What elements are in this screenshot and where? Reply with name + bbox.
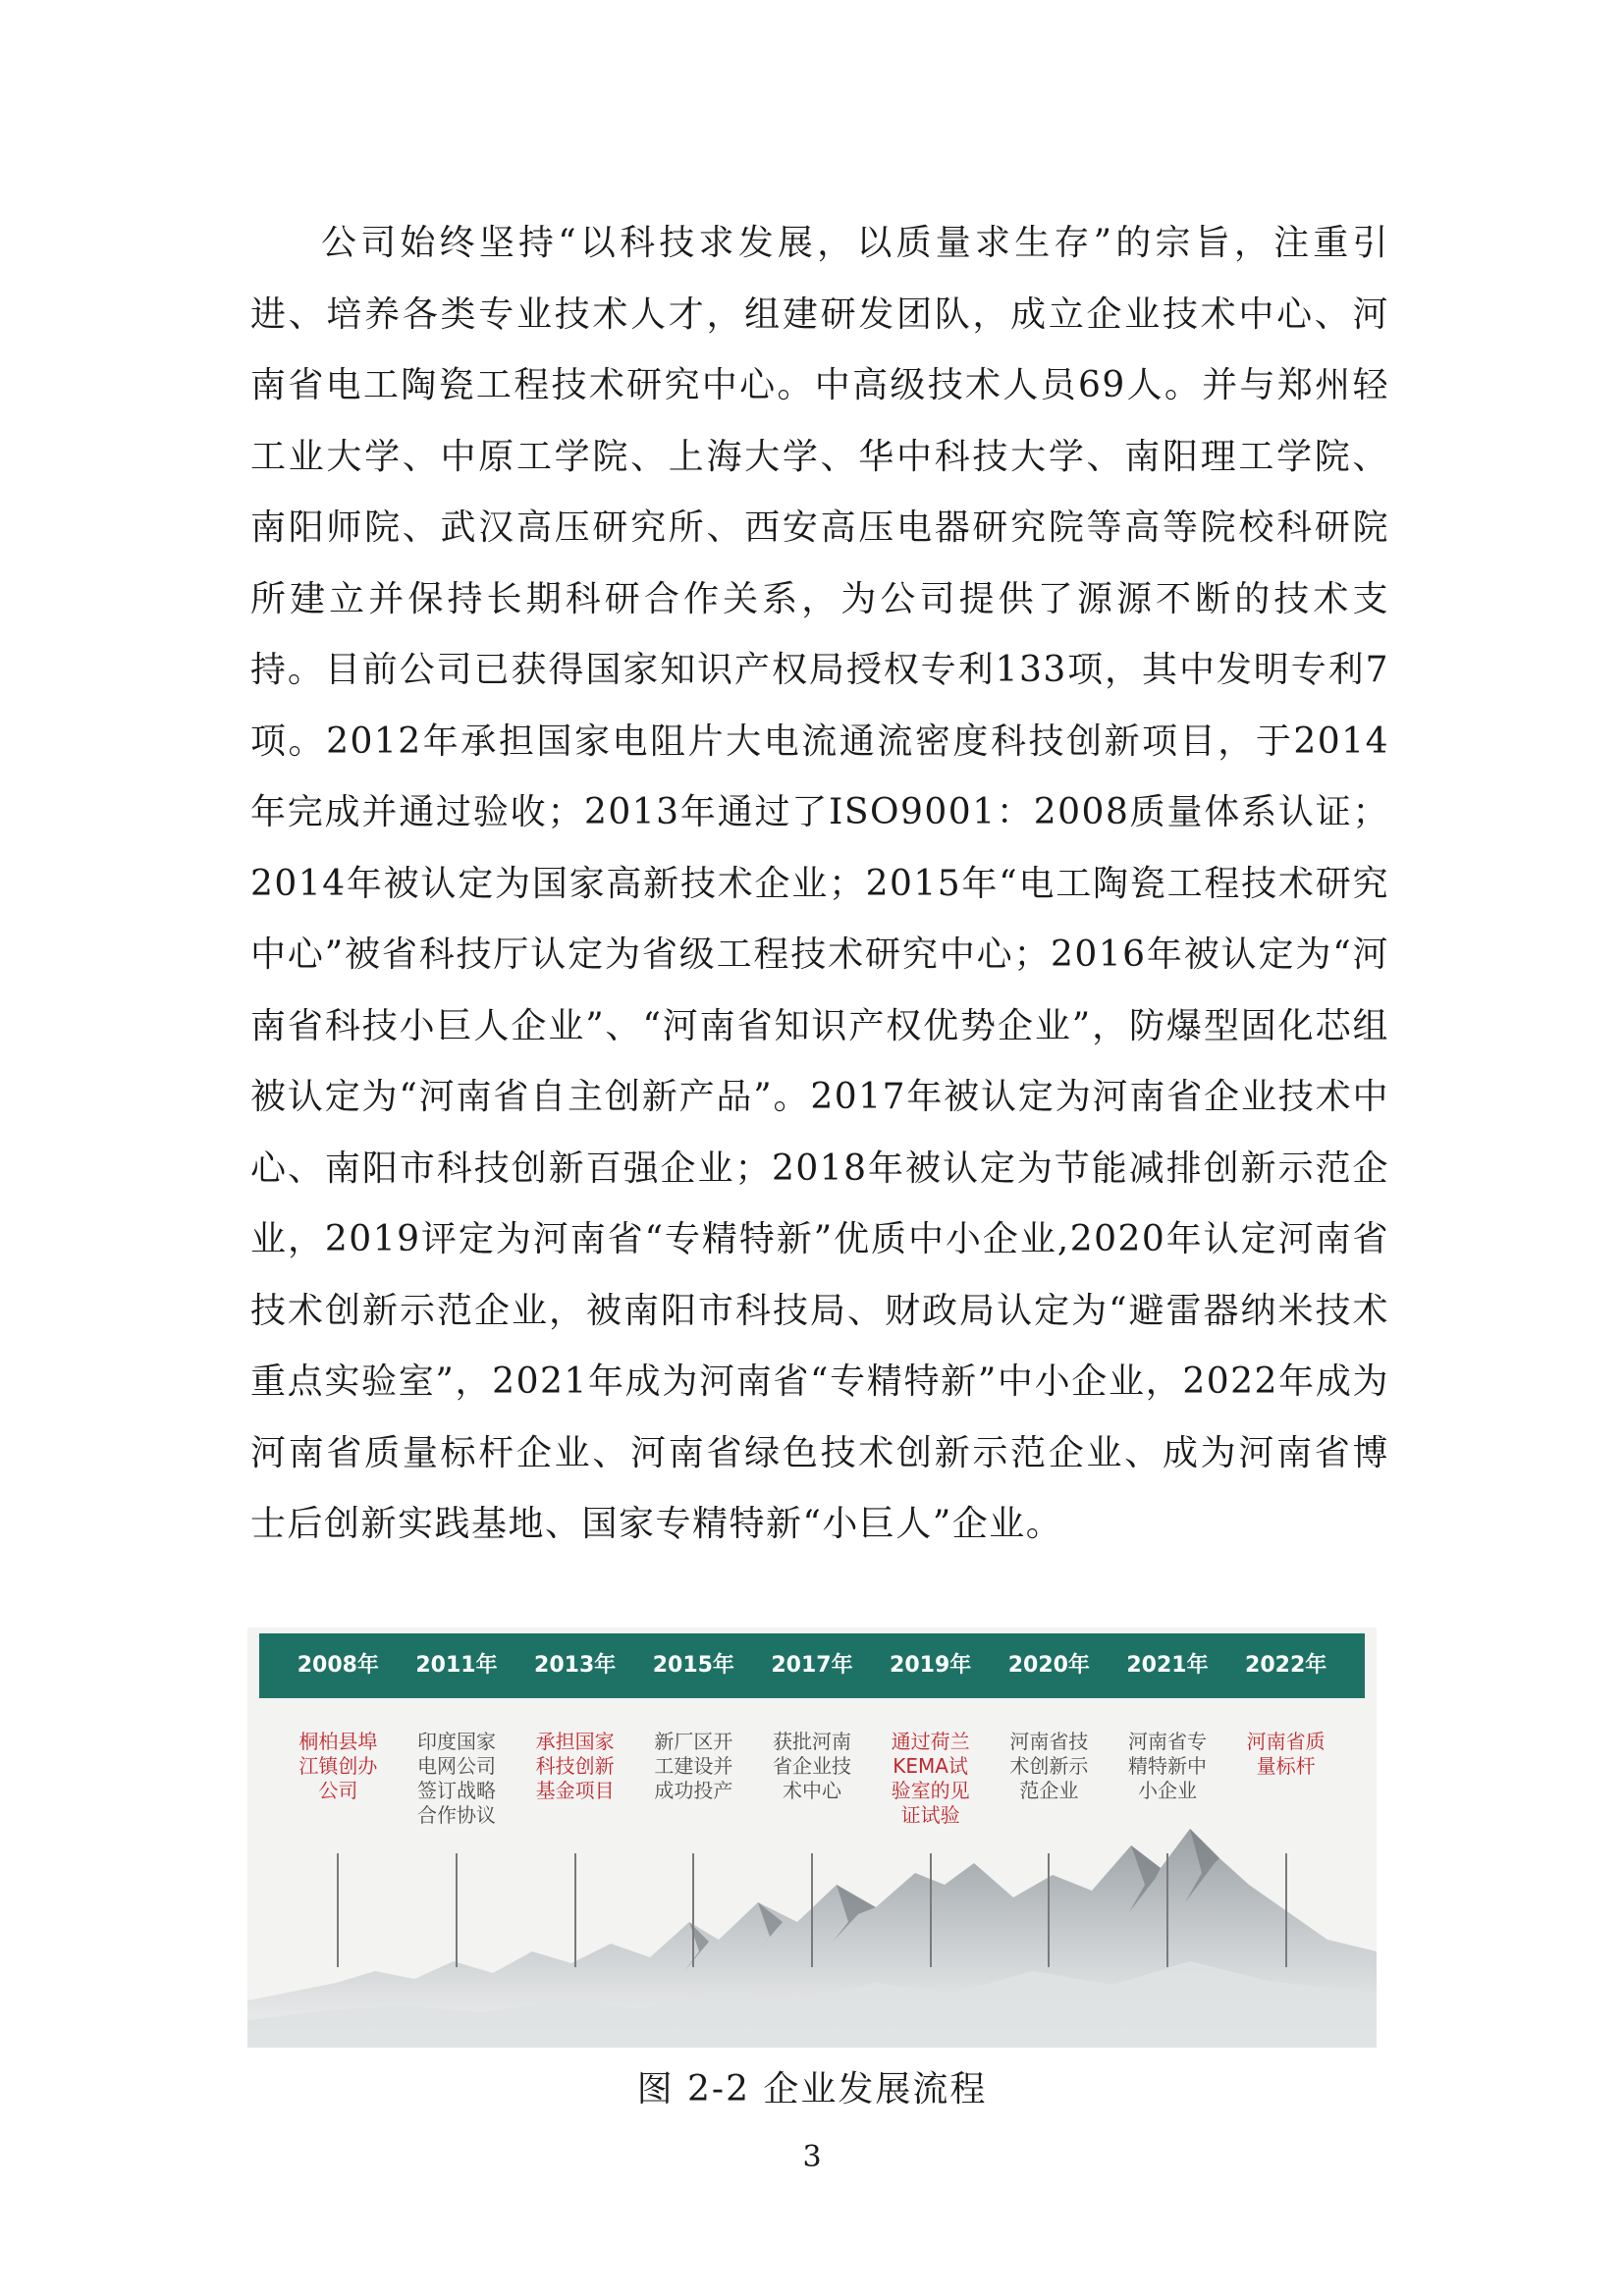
- development-timeline-figure: [247, 1628, 1377, 2048]
- timeline-tick: [456, 1853, 458, 1967]
- figure-caption: 图 2-2 企业发展流程: [636, 2069, 988, 2109]
- page-number: 3: [802, 2140, 822, 2174]
- timeline-year: 2019年: [890, 1653, 972, 1678]
- timeline-year: 2017年: [771, 1653, 853, 1678]
- timeline-year: 2022年: [1245, 1653, 1327, 1678]
- timeline-tick: [930, 1853, 932, 1967]
- timeline-event-8: 河南省专 精特新中 小企业: [1128, 1730, 1207, 1802]
- timeline-event-9: 河南省质 量标杆: [1246, 1730, 1326, 1778]
- timeline-event-6: 通过荷兰 KEMA试 验室的见 证试验: [891, 1730, 970, 1827]
- timeline-year: 2021年: [1126, 1653, 1209, 1678]
- timeline-tick: [1285, 1853, 1287, 1967]
- timeline-tick: [574, 1853, 576, 1967]
- timeline-event-4: 新厂区开 工建设并 成功投产: [654, 1730, 733, 1802]
- timeline-year-band: [259, 1633, 1365, 1698]
- timeline-tick: [337, 1853, 339, 1967]
- timeline-event-1: 桐柏县埠 江镇创办 公司: [298, 1730, 378, 1802]
- body-paragraph: 公司始终坚持“以科技求发展，以质量求生存”的宗旨，注重引进、培养各类专业技术人才，组建研发团队，成立企业技术中心、河南省电工陶瓷工程技术研究中心。中高级技术人员69人。并与郑州轻工业大学、中原工学院、上海大学、华中科技大学、南阳理工学院、南阳师院、武汉高压研究所、西安高压电器研究院等高等院校科研院所建立并保持长期科研合作关系，为公司提供了源源不断的技术支持。目前公司已获得国家知识产权局授权专利133项，其中发明专利7项。2012年承担国家电阻片大电流通流密度科技创新项目，于2014年完成并通过验收；2013年通过了ISO9001：2008质量体系认证；2014年被认定为国家高新技术企业；2015年“电工陶瓷工程技术研究中心”被省科技厅认定为省级工程技术研究中心；2016年被认定为“河南省科技小巨人企业”、“河南省知识产权优势企业”，防爆型固化芯组被认定为“河南省自主创新产品”。2017年被认定为河南省企业技术中心、南阳市科技创新百强企业；2018年被认定为节能减排创新示范企业，2019评定为河南省“专精特新”优质中小企业,2020年认定河南省技术创新示范企业，被南阳市科技局、财政局认定为“避雷器纳米技术重点实验室”，2021年成为河南省“专精特新”中小企业，2022年成为河南省质量标杆企业、河南省绿色技术创新示范企业、成为河南省博士后创新实践基地、国家专精特新“小巨人”企业。: [250, 223, 1389, 1544]
- timeline-tick: [811, 1853, 813, 1967]
- timeline-event-3: 承担国家 科技创新 基金项目: [535, 1730, 615, 1802]
- timeline-year: 2015年: [652, 1653, 734, 1678]
- timeline-year: 2020年: [1007, 1653, 1090, 1678]
- timeline-tick: [692, 1853, 694, 1967]
- timeline-event-7: 河南省技 术创新示 范企业: [1009, 1730, 1089, 1802]
- timeline-year: 2011年: [415, 1653, 498, 1678]
- timeline-year: 2013年: [534, 1653, 617, 1678]
- timeline-year: 2008年: [297, 1653, 379, 1678]
- timeline-event-2: 印度国家 电网公司 签订战略 合作协议: [417, 1730, 496, 1827]
- timeline-event-5: 获批河南 省企业技 术中心: [773, 1730, 851, 1802]
- timeline-tick: [1048, 1853, 1050, 1967]
- timeline-tick: [1166, 1853, 1168, 1967]
